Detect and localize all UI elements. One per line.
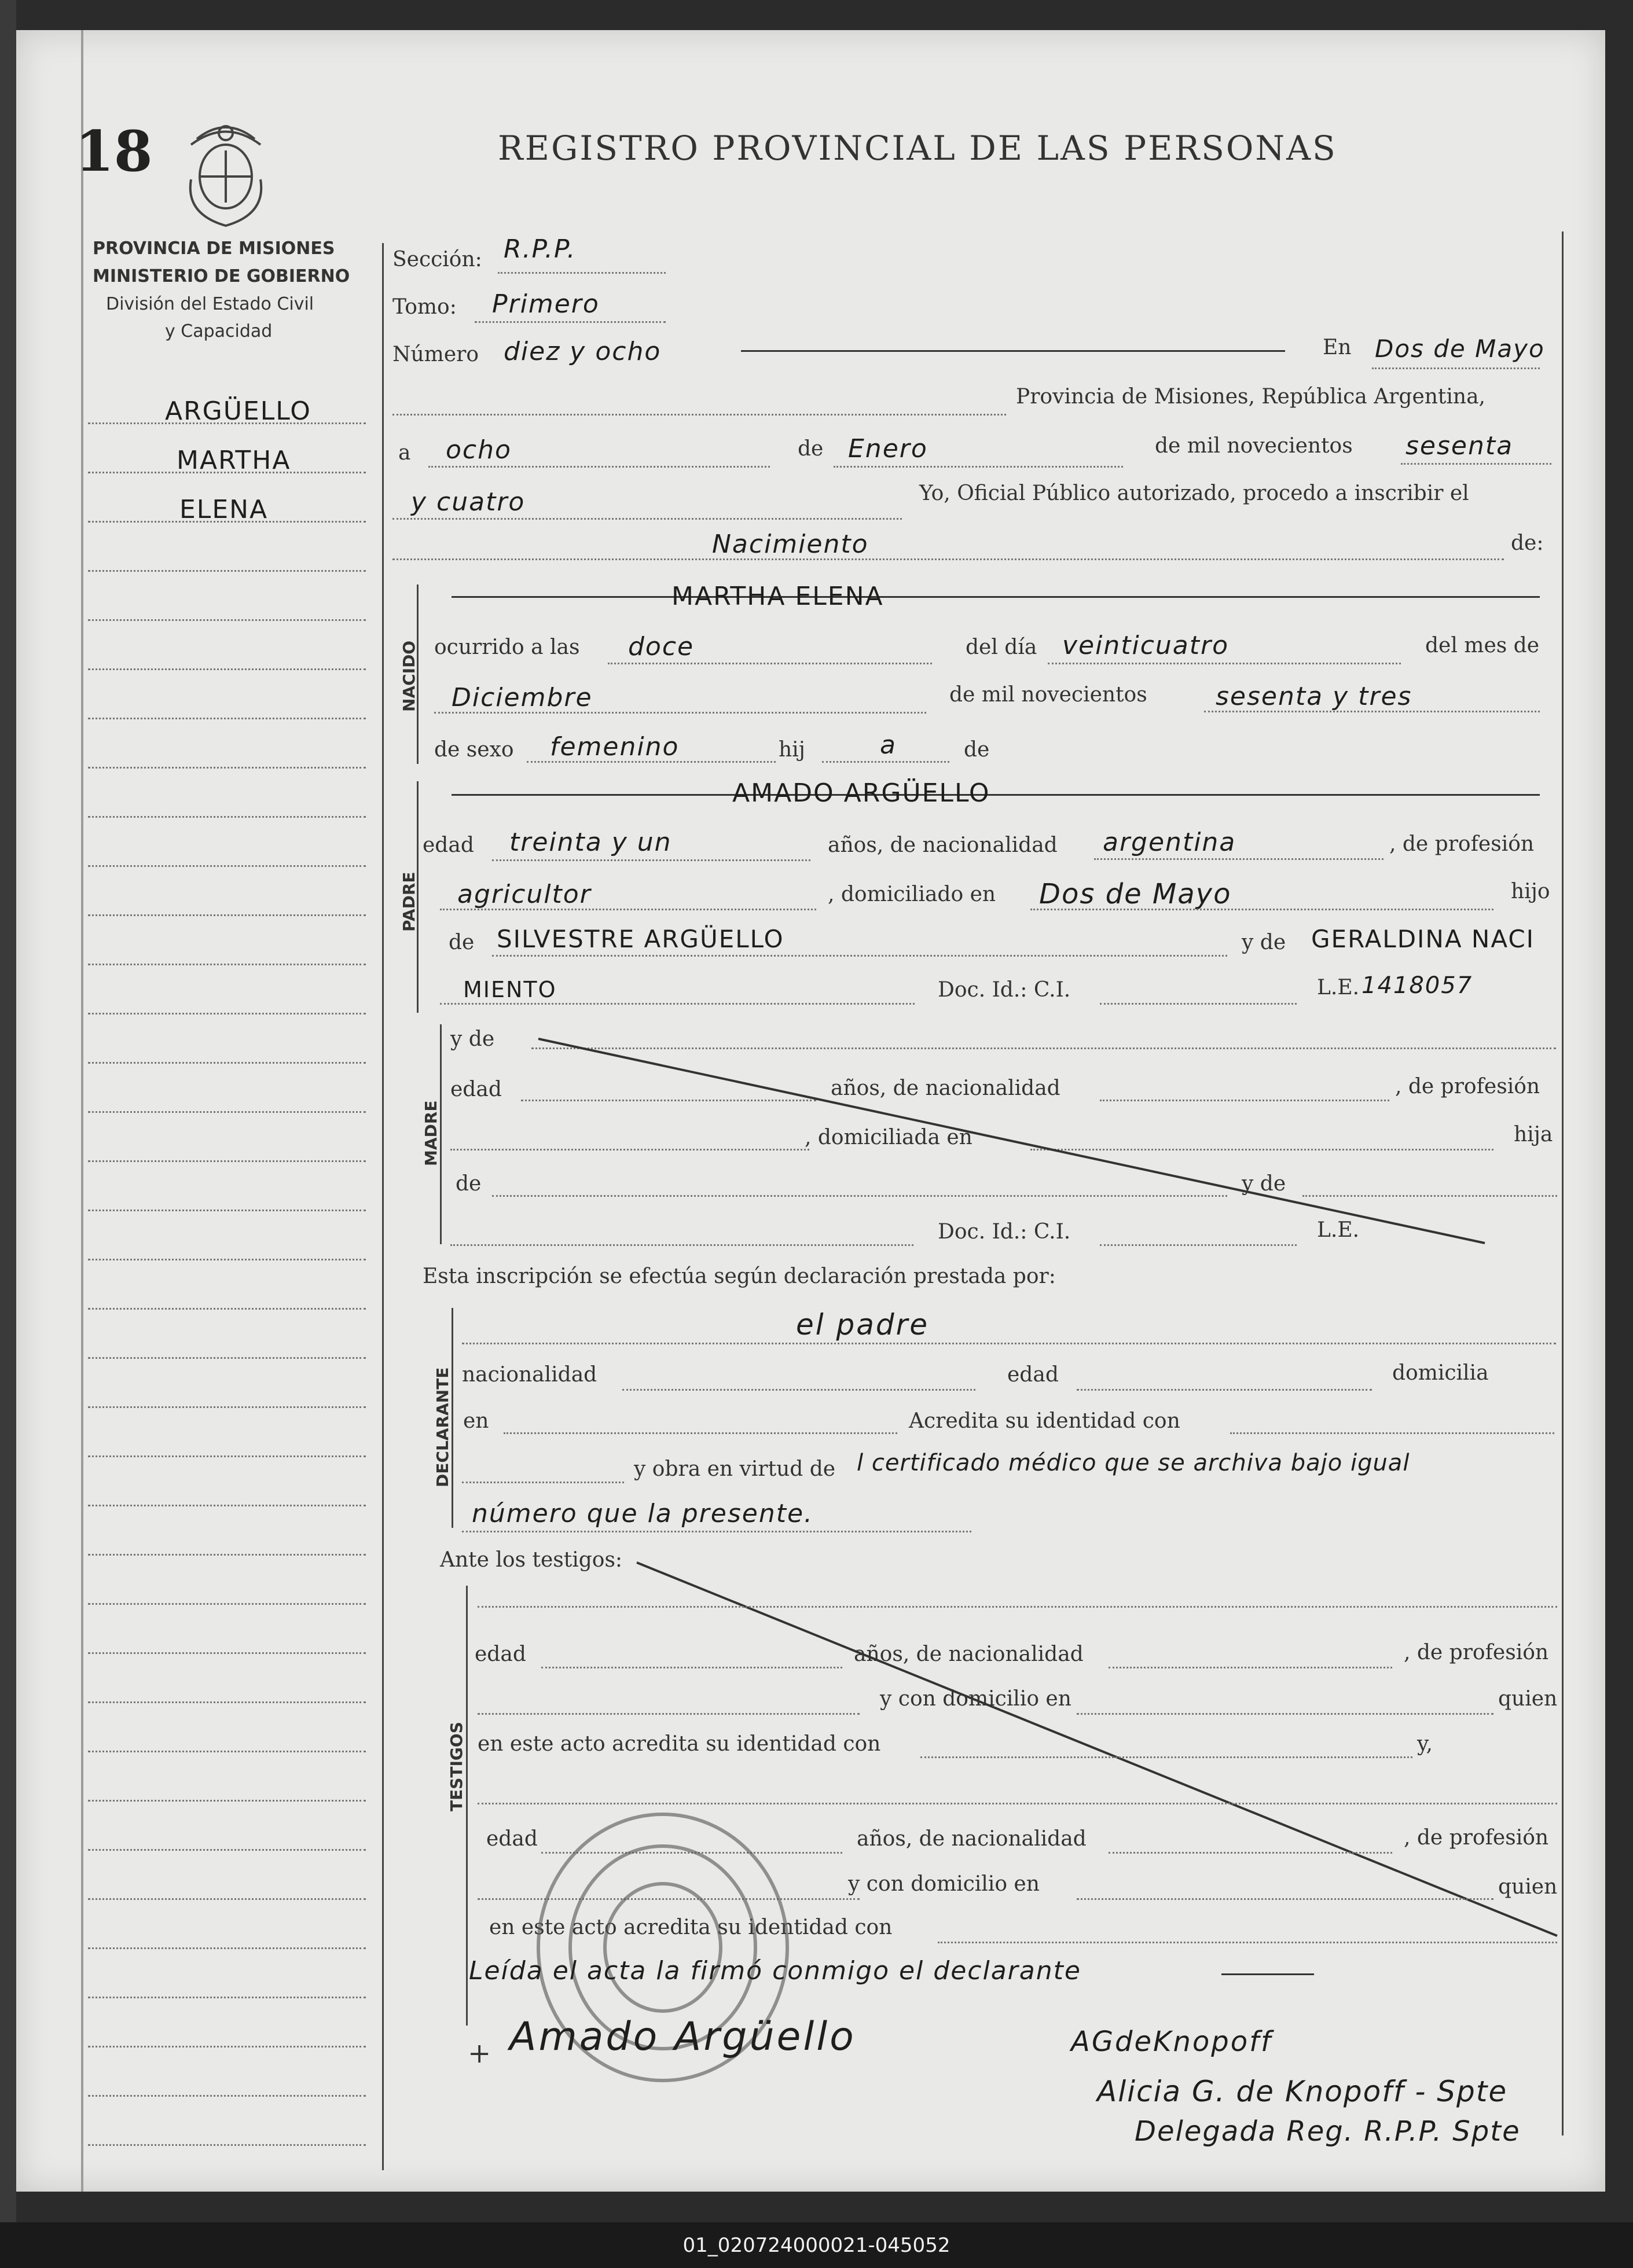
nacido-label: NACIDO: [399, 640, 419, 712]
testigo1-acredita-label: en este acto acredita su identidad con: [478, 1732, 881, 1756]
ocurrido-label: ocurrido a las: [434, 635, 580, 659]
padre-domicilio-label: , domiciliado en: [828, 883, 996, 906]
firma-oficial: AGdeKnopoff: [1071, 2026, 1272, 2058]
madre-edad-label: edad: [450, 1078, 502, 1101]
madre-label: MADRE: [421, 1100, 441, 1166]
margin-surname: ARGÜELLO: [165, 396, 311, 426]
testigo1-quien-label: quien: [1498, 1687, 1558, 1711]
tomo-label: Tomo:: [392, 295, 457, 319]
hij-label: hij: [779, 738, 805, 762]
testigo2-quien-label: quien: [1498, 1875, 1558, 1899]
madre-le-label: L.E.: [1317, 1218, 1360, 1242]
image-caption: 01_020724000021-045052: [0, 2222, 1633, 2268]
del-mes-label: del mes de: [1425, 634, 1540, 657]
plus-mark: +: [468, 2037, 491, 2069]
testigo1-profesion-label: , de profesión: [1404, 1641, 1549, 1664]
oficial-cargo: Delegada Reg. R.P.P. Spte: [1135, 2115, 1521, 2148]
testigo1-y-label: y,: [1417, 1732, 1433, 1756]
issuer-line-1: PROVINCIA DE MISIONES: [93, 238, 335, 259]
declarante-obra-label: y obra en virtud de: [634, 1457, 836, 1481]
madre-de-label: de: [456, 1172, 482, 1196]
seccion-label: Sección:: [392, 248, 482, 271]
padre-edad-label: edad: [423, 833, 474, 857]
provincia-text: Provincia de Misiones, República Argentina,: [1016, 385, 1486, 409]
margin-first-name: MARTHA: [177, 446, 291, 475]
declarante-domicilia-label: domicilia: [1392, 1361, 1489, 1385]
anio-inscripcion-2: y cuatro: [411, 487, 526, 517]
issuer-line-4: y Capacidad: [165, 321, 273, 341]
padre-hijo-label: hijo: [1511, 880, 1550, 903]
declarante-en-label: en: [463, 1409, 489, 1433]
declarante-edad-label: edad: [1007, 1363, 1059, 1387]
de-colon-label: de:: [1511, 531, 1544, 555]
padre-y-de-label: y de: [1242, 931, 1286, 954]
issuer-line-3: División del Estado Civil: [106, 294, 314, 314]
testigo2-edad-label: edad: [486, 1827, 538, 1851]
hora-nacimiento: doce: [628, 632, 695, 661]
mil-novecientos-label: de mil novecientos: [1155, 434, 1353, 458]
sexo-label: de sexo: [434, 738, 514, 762]
declarante-acredita-label: Acredita su identidad con: [909, 1409, 1180, 1433]
mes-inscripcion: Enero: [848, 434, 928, 464]
padre-de-label: de: [449, 931, 475, 954]
padre-profesion: agricultor: [457, 880, 592, 909]
padre-label: PADRE: [399, 872, 419, 932]
testigo2-profesion-label: , de profesión: [1404, 1826, 1549, 1850]
declarante-obra-1: l certificado médico que se archiva bajo igual: [857, 1450, 1410, 1476]
a-label: a: [398, 441, 411, 465]
testigos-label: TESTIGOS: [447, 1722, 466, 1811]
anio-inscripcion-1: sesenta: [1406, 431, 1514, 461]
de-label: de: [798, 437, 824, 461]
madre-y-de-label: y de: [450, 1027, 495, 1051]
dia-inscripcion: ocho: [446, 435, 512, 465]
anio-nacimiento: sesenta y tres: [1216, 682, 1412, 711]
margin-middle-name: ELENA: [179, 495, 269, 524]
del-dia-label: del día: [966, 635, 1037, 659]
declarante-intro: Esta inscripción se efectúa según declaración prestada por:: [423, 1265, 1056, 1288]
padre-edad: treinta y un: [509, 828, 672, 857]
padre-domicilio: Dos de Mayo: [1039, 878, 1232, 910]
testigos-bracket: [466, 1586, 468, 2026]
issuer-line-2: MINISTERIO DE GOBIERNO: [93, 266, 350, 286]
abuela-paterna-2: MIENTO: [463, 977, 557, 1002]
acto-value: Nacimiento: [712, 530, 869, 559]
numero-label: Número: [392, 343, 479, 366]
declarante-nacionalidad-label: nacionalidad: [462, 1363, 597, 1387]
declarante-nombre: el padre: [796, 1308, 929, 1341]
padre-nombre: AMADO ARGÜELLO: [732, 778, 990, 808]
lugar-value: Dos de Mayo: [1375, 334, 1545, 363]
oficial-nombre: Alicia G. de Knopoff - Spte: [1097, 2075, 1508, 2108]
hij-suffix: a: [880, 730, 897, 760]
madre-hija-label: hija: [1514, 1123, 1553, 1146]
testigo2-domicilio-label: y con domicilio en: [848, 1872, 1040, 1896]
firma-declarante: Amado Argüello: [509, 2014, 856, 2060]
padre-nacionalidad: argentina: [1103, 828, 1236, 857]
page-number: 18: [75, 119, 153, 184]
padre-profesion-label: , de profesión: [1389, 832, 1535, 856]
leida-text: Leída el acta la firmó conmigo el declarante: [469, 1956, 1081, 1986]
madre-doc-label: Doc. Id.: C.I.: [938, 1220, 1071, 1244]
en-label: En: [1323, 336, 1352, 359]
nacido-de-label: de: [964, 738, 990, 762]
madre-y-de2-label: y de: [1242, 1172, 1286, 1196]
testigo2-acredita-label: en este acto acredita su identidad con: [489, 1916, 893, 1939]
sexo-value: femenino: [550, 732, 680, 762]
mil-novecientos-nac-label: de mil novecientos: [949, 683, 1147, 707]
dia-nacimiento: veinticuatro: [1062, 631, 1229, 660]
numero-value: diez y ocho: [504, 337, 662, 366]
declarante-label: DECLARANTE: [433, 1367, 452, 1487]
madre-anios-label: años, de nacionalidad: [831, 1076, 1060, 1100]
tomo-value: Primero: [492, 289, 600, 319]
nacido-nombre: MARTHA ELENA: [671, 582, 884, 611]
madre-profesion-label: , de profesión: [1395, 1075, 1540, 1098]
testigo1-anios-label: años, de nacionalidad: [854, 1642, 1084, 1666]
testigo1-domicilio-label: y con domicilio en: [880, 1687, 1071, 1711]
document-title: REGISTRO PROVINCIAL DE LAS PERSONAS: [498, 128, 1337, 168]
abuela-paterna-1: GERALDINA NACI: [1311, 925, 1535, 953]
padre-le-label: L.E.: [1317, 976, 1360, 999]
seccion-value: R.P.P.: [504, 234, 577, 264]
padre-le-value: 1418057: [1362, 972, 1473, 999]
oficial-text: Yo, Oficial Público autorizado, procedo a inscribir el: [919, 481, 1469, 505]
madre-domicilio-label: , domiciliada en: [805, 1126, 973, 1149]
declarante-obra-2: número que la presente.: [472, 1499, 814, 1528]
padre-doc-label: Doc. Id.: C.I.: [938, 978, 1071, 1002]
mes-nacimiento: Diciembre: [452, 683, 593, 712]
abuelo-paterno: SILVESTRE ARGÜELLO: [497, 925, 784, 953]
testigo1-edad-label: edad: [475, 1642, 526, 1666]
padre-anios-label: años, de nacionalidad: [828, 833, 1058, 857]
testigos-intro: Ante los testigos:: [440, 1548, 623, 1572]
testigo2-anios-label: años, de nacionalidad: [857, 1827, 1087, 1851]
